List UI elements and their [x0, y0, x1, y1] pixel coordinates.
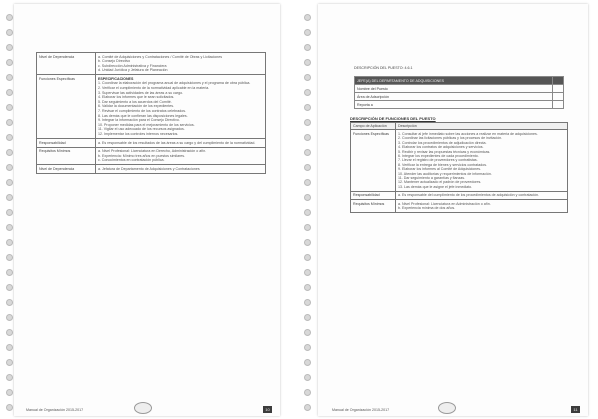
binding-hole-icon — [6, 359, 13, 366]
content-line: b. Experiencia mínima de dos años. — [398, 206, 456, 210]
content-line: a. Es responsable del cumplimiento de los procedimientos de adquisición y contratación. — [398, 193, 540, 198]
left-page — [14, 4, 280, 416]
binding-hole-icon — [6, 344, 13, 351]
binding-hole-icon — [304, 299, 311, 306]
binding-hole-icon — [6, 179, 13, 186]
content-line: a. Es responsable de los resultados de las áreas a su cargo y del cumplimiento de la normatividad. — [98, 140, 256, 145]
content-line: 2. Coordinar las licitaciones públicas y los procesos de invitación. — [398, 136, 503, 141]
content-line: b. Experiencia: Mínimo tres años en puestos similares. — [98, 153, 186, 158]
id-box-label: Reporta a — [355, 101, 553, 109]
binding-hole-icon — [304, 329, 311, 336]
row-content — [396, 130, 568, 191]
binding-hole-icon — [304, 104, 311, 111]
section-title: DESCRIPCIÓN DE FUNCIONES DEL PUESTO — [350, 116, 436, 121]
right-page-footer: Manual de Organización 2015-2017 — [332, 408, 390, 412]
binding-hole-icon — [6, 134, 13, 141]
binding-hole-icon — [304, 89, 311, 96]
table-header-row — [351, 123, 568, 130]
left-page-footer: Manual de Organización 2015-2017 — [26, 408, 84, 412]
row-label: Funciones Específicas — [37, 75, 96, 139]
content-line: 4. Elaborar los informes que le sean solicitados. — [98, 95, 175, 100]
binding-hole-icon — [6, 284, 13, 291]
content-line: a. Nivel Profesional: Licenciatura en Derecho, Administración o afín. — [98, 149, 207, 154]
content-line: 9. Integrar la información para el Consejo Directivo. — [98, 118, 180, 123]
binding-hole-icon — [6, 374, 13, 381]
binding-hole-icon — [304, 314, 311, 321]
binding-hole-icon — [6, 299, 13, 306]
row-content — [96, 75, 266, 139]
binding-hole-icon — [304, 224, 311, 231]
seal-icon — [438, 402, 456, 414]
id-box-label: Nombre del Puesto — [355, 85, 553, 93]
table-row — [351, 191, 568, 199]
id-box-row — [355, 77, 564, 85]
id-box-value — [553, 77, 564, 85]
binding-hole-icon — [6, 239, 13, 246]
binding-hole-icon — [304, 14, 311, 21]
binding-hole-icon — [304, 344, 311, 351]
content-line: 5. Dar seguimiento a los acuerdos del Comité. — [98, 99, 172, 104]
right-page-table — [350, 122, 568, 213]
binding-hole-icon — [304, 359, 311, 366]
right-binding-holes — [300, 0, 314, 419]
row-label: Responsabilidad — [37, 139, 96, 148]
content-line: a. Nivel Profesional: Licenciatura en Administración o afín. — [398, 201, 491, 206]
right-page-number: 11 — [571, 406, 580, 413]
content-line: 11. Dar seguimiento a garantías y fianzas. — [398, 175, 466, 180]
id-box-row — [355, 85, 564, 93]
binding-hole-icon — [304, 269, 311, 276]
content-line: b. Consejo Directivo — [98, 59, 131, 64]
binding-hole-icon — [304, 389, 311, 396]
row-content — [396, 200, 568, 213]
id-box-label: JEFE(A) DEL DEPARTAMENTO DE ADQUISICIONES — [355, 77, 553, 85]
row-content — [96, 139, 266, 148]
content-line: 4. Elaborar los contratos de adquisiciones y servicios. — [398, 145, 484, 150]
binding-hole-icon — [6, 104, 13, 111]
left-page-table — [36, 52, 266, 174]
content-line: 7. Revisar el cumplimiento de los contratos celebrados. — [98, 109, 187, 114]
content-line: 5. Recibir y revisar las propuestas técnicas y económicas. — [398, 149, 491, 154]
binding-hole-icon — [304, 239, 311, 246]
binding-hole-icon — [6, 164, 13, 171]
binding-hole-icon — [6, 74, 13, 81]
content-line: 3. Controlar los procedimientos de adjudicación directa. — [398, 140, 487, 145]
seal-icon — [134, 402, 152, 414]
content-line: 12. Implementar los controles internos necesarios. — [98, 132, 179, 136]
content-header: ESPECIFICACIONES — [98, 76, 134, 81]
content-line: 12. Mantener actualizado el padrón de proveedores. — [398, 180, 482, 185]
content-line: 2. Verificar el cumplimiento de la normatividad aplicable en la materia. — [98, 86, 210, 91]
binding-hole-icon — [6, 209, 13, 216]
content-line: 10. Atender las auditorías y requerimientos de información. — [398, 171, 492, 176]
content-line: 6. Integrar los expedientes de cada procedimiento. — [398, 153, 479, 158]
binding-hole-icon — [304, 404, 311, 411]
content-line: a. Comité de Adquisiciones y Contrataciones / Comité de Obras y Licitaciones — [98, 54, 223, 59]
column-header: Campo de Aplicación — [351, 123, 396, 130]
binding-hole-icon — [6, 89, 13, 96]
row-content — [396, 191, 568, 199]
content-line: a. Jefatura de Departamento de Adquisiciones y Contrataciones — [98, 166, 200, 171]
content-line: c. Subdirección Administrativa y Financiera — [98, 63, 167, 68]
content-line: 6. Validar la documentación de los expedientes. — [98, 104, 175, 109]
column-header: Descripción — [396, 123, 568, 130]
table-row — [37, 53, 266, 75]
row-label: Nivel de Dependencia — [37, 165, 96, 174]
row-label: Requisitos Mínimos — [351, 200, 396, 213]
binding-hole-icon — [304, 194, 311, 201]
binding-hole-icon — [304, 209, 311, 216]
row-label: Nivel de Dependencia — [37, 53, 96, 75]
binding-hole-icon — [304, 179, 311, 186]
content-line: 1. Consultar al jefe inmediato sobre las acciones a realizar en materia de adquisiciones. — [398, 131, 538, 136]
content-line: 8. Verificar la entrega de bienes y servicios contratados. — [398, 162, 488, 167]
binding-hole-icon — [6, 149, 13, 156]
binding-hole-icon — [6, 269, 13, 276]
binding-hole-icon — [304, 164, 311, 171]
table-row — [37, 75, 266, 139]
row-label: Responsabilidad — [351, 191, 396, 199]
id-box-row — [355, 101, 564, 109]
content-line: 11. Vigilar el uso adecuado de los recursos asignados. — [98, 127, 185, 132]
table-row — [351, 200, 568, 213]
row-content — [96, 147, 266, 165]
binding-hole-icon — [6, 59, 13, 66]
binding-hole-icon — [304, 44, 311, 51]
table-row — [37, 147, 266, 165]
binding-hole-icon — [6, 224, 13, 231]
content-line: 13. Las demás que le asigne el jefe inmediato. — [398, 184, 473, 189]
binding-hole-icon — [304, 254, 311, 261]
binding-hole-icon — [304, 284, 311, 291]
table-row — [351, 130, 568, 191]
id-box-value — [553, 85, 564, 93]
binding-hole-icon — [304, 134, 311, 141]
position-id-box — [354, 76, 564, 109]
id-box-value — [553, 101, 564, 109]
right-page-title: DESCRIPCIÓN DEL PUESTO: 4.6.1 — [354, 66, 413, 70]
content-line: 1. Coordinar la elaboración del programa anual de adquisiciones y el programa de obra pública. — [98, 81, 251, 86]
right-page — [318, 4, 588, 416]
binding-hole-icon — [304, 149, 311, 156]
id-box-row — [355, 93, 564, 101]
binding-hole-icon — [304, 74, 311, 81]
content-line: d. Unidad Jurídica y Jefatura de Planeación — [98, 68, 168, 73]
id-box-label: Área de Adscripción — [355, 93, 553, 101]
binding-hole-icon — [6, 29, 13, 36]
content-line: 7. Llevar el registro de proveedores y contratistas. — [398, 158, 478, 163]
binding-hole-icon — [304, 374, 311, 381]
row-label: Requisitos Mínimos — [37, 147, 96, 165]
binding-hole-icon — [6, 314, 13, 321]
binding-hole-icon — [6, 329, 13, 336]
binding-hole-icon — [6, 44, 13, 51]
binding-hole-icon — [6, 404, 13, 411]
table-row — [37, 165, 266, 174]
binding-hole-icon — [304, 29, 311, 36]
binding-hole-icon — [6, 254, 13, 261]
binding-hole-icon — [6, 14, 13, 21]
content-line: 10. Proponer medidas para el mejoramiento de los servicios. — [98, 122, 195, 127]
row-label: Funciones Específicas — [351, 130, 396, 191]
row-content — [96, 53, 266, 75]
id-box-value — [553, 93, 564, 101]
binding-hole-icon — [6, 194, 13, 201]
content-line: 8. Las demás que le confieran las disposiciones legales. — [98, 113, 188, 118]
content-line: c. Conocimientos en contratación pública. — [98, 158, 165, 163]
binding-hole-icon — [6, 389, 13, 396]
binding-hole-icon — [304, 119, 311, 126]
binding-hole-icon — [304, 59, 311, 66]
left-page-number: 10 — [263, 406, 272, 413]
binding-hole-icon — [6, 119, 13, 126]
content-line: 3. Supervisar las actividades de las áreas a su cargo. — [98, 90, 184, 95]
table-row — [37, 139, 266, 148]
row-content — [96, 165, 266, 174]
content-line: 9. Elaborar los informes al Comité de Adquisiciones. — [398, 167, 482, 172]
